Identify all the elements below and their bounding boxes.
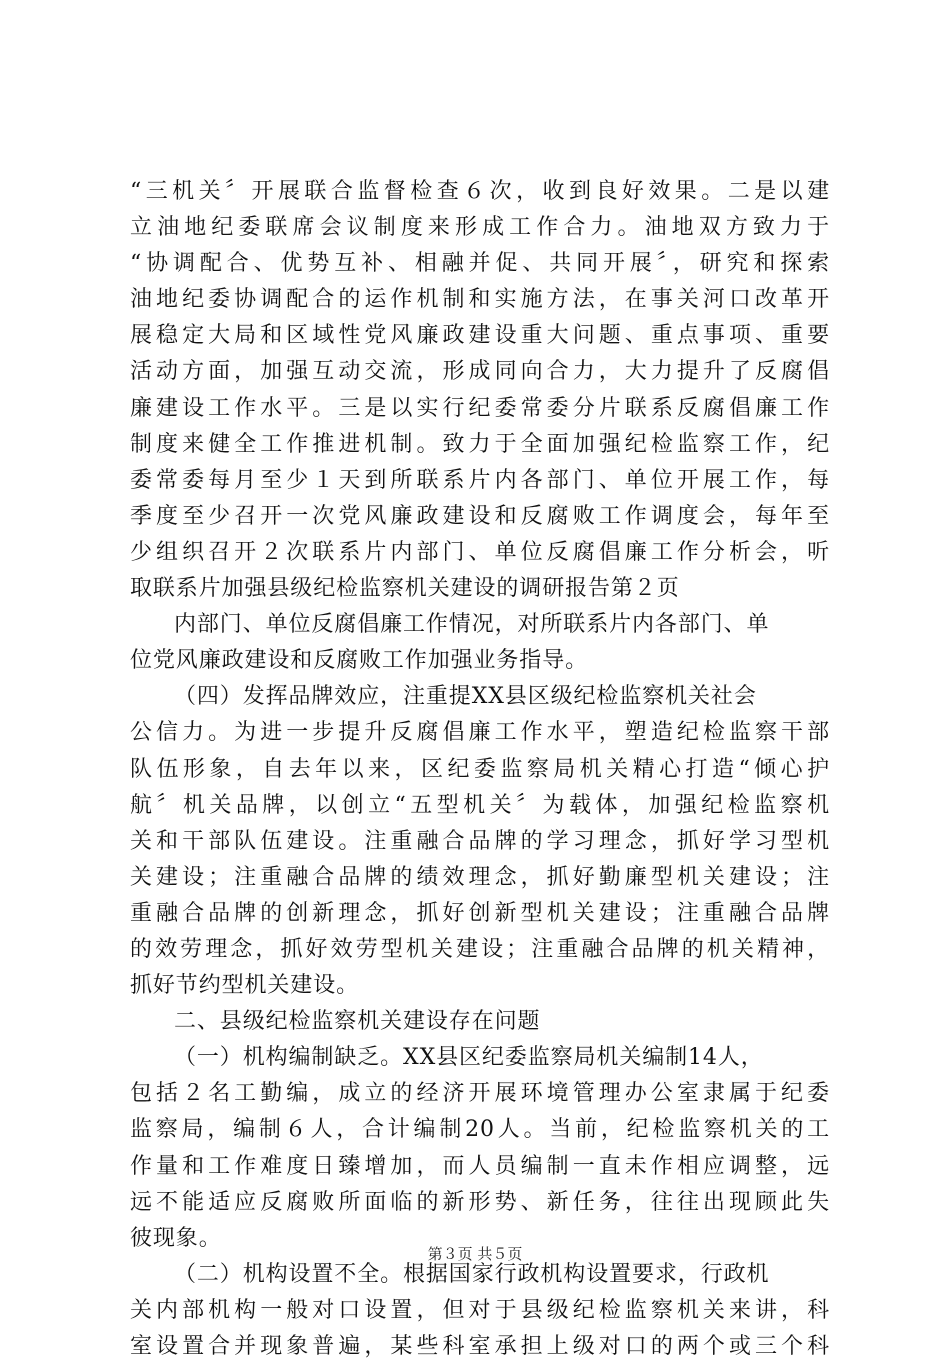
text-line: 远不能适应反腐败所面临的新形势、新任务，往往出现顾此失 [130, 1189, 830, 1215]
text-line: （一）机构编制缺乏。XX县区纪委监察局机关编制14人， [174, 1045, 764, 1071]
text-line: 少组织召开２次联系片内部门、单位反腐倡廉工作分析会，听 [130, 539, 830, 565]
text-line: 展稳定大局和区域性党风廉政建设重大问题、重点事项、重要 [130, 323, 830, 349]
text-line: 季度至少召开一次党风廉政建设和反腐败工作调度会，每年至 [130, 503, 830, 529]
text-line: 监察局，编制６人，合计编制20人。当前，纪检监察机关的工 [130, 1117, 830, 1143]
text-line: 取联系片加强县级纪检监察机关建设的调研报告第２页 [130, 576, 680, 602]
text-line: 立油地纪委联席会议制度来形成工作合力。油地双方致力于 [130, 215, 830, 241]
text-line: 彼现象。 [130, 1225, 222, 1251]
section-heading: 二、县级纪检监察机关建设存在问题 [174, 1009, 541, 1035]
page-footer: 第３页 共５页 [427, 1245, 523, 1263]
text-line: 制度来健全工作推进机制。致力于全面加强纪检监察工作，纪 [130, 431, 830, 457]
document-body [130, 174, 830, 1365]
text-line: 委常委每月至少１天到所联系片内各部门、单位开展工作，每 [130, 467, 830, 493]
text-line: “三机关〞开展联合监督检查６次，收到良好效果。二是以建 [130, 179, 830, 204]
text-line: 重融合品牌的创新理念，抓好创新型机关建设；注重融合品牌 [130, 900, 830, 926]
text-line: 关内部机构一般对口设置，但对于县级纪检监察机关来讲，科 [130, 1297, 830, 1323]
text-line: 廉建设工作水平。三是以实行纪委常委分片联系反腐倡廉工作 [130, 395, 830, 421]
text-line: “协调配合、优势互补、相融并促、共同开展〞，研究和探索 [130, 251, 830, 277]
text-line: 室设置合并现象普遍，某些科室承担上级对口的两个或三个科 [130, 1334, 830, 1359]
text-line: 内部门、单位反腐倡廉工作情况，对所联系片内各部门、单 [174, 612, 770, 638]
text-line: 关和干部队伍建设。注重融合品牌的学习理念，抓好学习型机 [130, 828, 830, 854]
text-line: 关建设；注重融合品牌的绩效理念，抓好勤廉型机关建设；注 [130, 864, 830, 890]
text-line: 油地纪委协调配合的运作机制和实施方法，在事关河口改革开 [130, 287, 830, 313]
text-line: 包括２名工勤编，成立的经济开展环境管理办公室隶属于纪委 [130, 1081, 830, 1107]
text-line: 航〞机关品牌，以创立“五型机关〞为载体，加强纪检监察机 [130, 792, 830, 818]
text-line: 位党风廉政建设和反腐败工作加强业务指导。 [130, 648, 589, 674]
text-line: 队伍形象，自去年以来，区纪委监察局机关精心打造“倾心护 [130, 756, 830, 782]
text-line: 公信力。为进一步提升反腐倡廉工作水平，塑造纪检监察干部 [130, 720, 830, 746]
text-line: 的效劳理念，抓好效劳型机关建设；注重融合品牌的机关精神， [130, 936, 830, 962]
text-line: 作量和工作难度日臻增加，而人员编制一直未作相应调整，远 [130, 1153, 830, 1179]
section-heading: （四）发挥品牌效应，注重提XX县区级纪检监察机关社会 [174, 684, 757, 710]
text-line: （二）机构设置不全。根据国家行政机构设置要求，行政机 [174, 1261, 770, 1287]
text-line: 活动方面，加强互动交流，形成同向合力，大力提升了反腐倡 [130, 359, 830, 385]
text-line: 抓好节约型机关建设。 [130, 973, 360, 999]
